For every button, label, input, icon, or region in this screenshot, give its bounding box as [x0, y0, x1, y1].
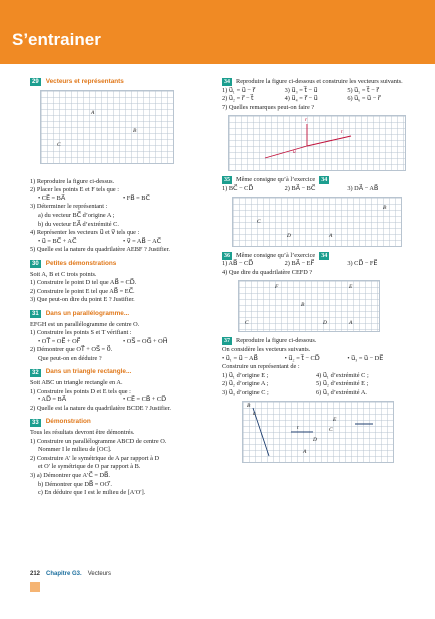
exercise-ref: 34: [321, 177, 328, 184]
point-label: F: [275, 284, 279, 291]
exercise-ref: 34: [321, 252, 328, 259]
exercise-intro: Reproduire la figure ci-dessous et construire les vecteurs suivants.: [236, 78, 403, 85]
exercise-title: Vecteurs et représentants: [45, 78, 124, 85]
exercise-number: 31: [32, 311, 39, 318]
item: Tous les résultats devront être démontrés.: [30, 429, 135, 437]
item: 2) u⃗₂ = r⃗ − t⃗: [222, 95, 254, 103]
chapter-label: Chapitre G3.: [46, 571, 82, 577]
exercise-title: Petites démonstrations: [45, 259, 117, 267]
vector-label: r⃗: [305, 117, 312, 124]
figure-37-vectors: [243, 402, 393, 462]
item: 1) u⃗₁ = u⃗ − r⃗: [222, 86, 255, 94]
exercise-number: 34: [224, 79, 230, 85]
item: 1) Construire le point D tel que AB⃗ = CD⃗.: [30, 279, 137, 287]
item: 1) Reproduire la figure ci-dessus.: [30, 177, 115, 185]
item: 3) Que peut-on dire du point E ? Justifier.: [30, 296, 135, 304]
item: 5) Quelle est la nature du quadrilatère AEBF ? Justifier.: [30, 246, 170, 254]
vector-u: [265, 146, 307, 158]
item: b) Démontrer que DB⃗ = OO′⃗.: [38, 480, 113, 488]
item: 2) Construire A′ le symétrique de A par rapport à D: [30, 454, 160, 462]
exercise-37-vectors: [222, 355, 410, 364]
point-label: D: [287, 232, 291, 239]
figure-34-grid: [228, 115, 406, 171]
exercise-37: [222, 337, 410, 346]
item: 1) BC⃗ − CD⃗: [222, 184, 254, 192]
figure-37-grid: [242, 401, 394, 463]
item: et O′ le symétrique de O par rapport à B.: [38, 463, 141, 471]
point-label: A: [91, 109, 95, 116]
footer-decoration: [30, 582, 40, 592]
exercise-title: Dans un parallélogramme...: [45, 309, 130, 317]
exercise-30-heading: [30, 260, 208, 269]
exercise-number: 29: [32, 79, 39, 86]
item: 1) Construire les points S et T vérifiant :: [30, 329, 132, 337]
item: 3) DA⃗ − AB⃗: [347, 184, 379, 192]
item: Nommer I le milieu de [OC].: [38, 446, 112, 454]
item: 6) u⃗₆ = u⃗ − r⃗: [347, 95, 381, 103]
exercise-number: 37: [224, 338, 230, 345]
point-label: E: [349, 284, 353, 291]
item: 3) u⃗₃ = t⃗ − u⃗: [284, 86, 318, 94]
point-label: A: [349, 320, 353, 327]
item: • OT⃗ = OE⃗ + OF⃗: [38, 337, 81, 345]
left-column: [30, 78, 208, 498]
exercise-number: 35: [224, 177, 230, 184]
chapter-topic: Vecteurs: [87, 571, 112, 577]
point-label: A: [303, 448, 307, 455]
exercise-31-heading: [30, 310, 208, 319]
item: • CE⃗ = BA⃗: [38, 194, 66, 202]
page-footer: [30, 571, 111, 577]
exercise-37-items: [222, 372, 410, 398]
item: 3) a) Démontrer que A′C⃗ = DB⃗.: [30, 472, 110, 479]
exercise-title: Dans un triangle rectangle...: [45, 368, 132, 376]
item: 5) u⃗₂ d’extrémité E ;: [316, 380, 369, 388]
point-label: B: [133, 127, 137, 134]
exercise-29-heading: [30, 78, 208, 87]
item: 2) BA⃗ − EF⃗: [284, 260, 315, 268]
item: Construire un représentant de :: [222, 363, 300, 371]
exercise-title: Démonstration: [45, 418, 91, 426]
item: 2) Démontrer que OT⃗ + OS⃗ = 0⃗.: [30, 346, 113, 354]
figure-29-grid: [40, 90, 174, 164]
point-label: B: [383, 204, 387, 211]
item: • CE⃗ = CB⃗ + CD⃗: [123, 396, 166, 404]
item: 7) Quelles remarques peut-on faire ?: [222, 103, 315, 111]
item: 3) Déterminer le représentant :: [30, 203, 108, 211]
item: • u⃗₂ = t⃗ − CD⃗: [284, 354, 320, 362]
item: 1) AB⃗ − CD⃗: [222, 260, 254, 268]
item: 1) u⃗₁ d’origine E ;: [222, 371, 269, 379]
exercise-36: [222, 252, 410, 261]
item: 1) Construire les points D et E tels que :: [30, 387, 131, 395]
figure-34-vectors: [229, 116, 405, 170]
page-header: [0, 0, 435, 64]
exercise-intro: Même consigne qu’à l’exercice: [236, 251, 316, 259]
item: 4) u⃗₄ = r⃗ − u⃗: [284, 95, 318, 103]
item: • AD⃗ = BA⃗: [38, 396, 67, 404]
vector-t: [307, 136, 351, 146]
item: 6) u⃗₃ d’extrémité A.: [316, 388, 367, 396]
page-title: S’entrainer: [12, 30, 101, 49]
item: 3) u⃗₃ d’origine C ;: [222, 388, 269, 396]
item: b) du vecteur EA⃗ d’extrémité C.: [38, 220, 119, 228]
item: • FB⃗ = BC⃗: [123, 194, 150, 202]
exercise-35-items: [222, 185, 410, 194]
vector-label: t⃗: [297, 424, 303, 431]
item: Que peut-on en déduire ?: [38, 354, 102, 362]
exercise-35: [222, 176, 410, 185]
page-number: 212: [30, 571, 41, 577]
item: 3) CD⃗ − FE⃗: [347, 260, 378, 268]
item: 2) u⃗₂ d’origine A ;: [222, 380, 269, 388]
item: 4) u⃗₁ d’extrémité C ;: [316, 371, 369, 379]
exercise-33-heading: [30, 418, 208, 427]
point-label: C: [245, 320, 249, 327]
item: 2) Placer les points E et F tels que :: [30, 186, 120, 194]
exercise-intro: Reproduire la figure ci-dessous.: [236, 337, 317, 345]
exercise-number: 36: [224, 252, 230, 259]
item: EFGH est un parallélogramme de centre O.: [30, 320, 140, 328]
point-label: B: [247, 402, 251, 409]
point-label: C: [329, 426, 333, 433]
exercise-34: [222, 78, 410, 87]
exercise-number: 30: [32, 261, 39, 268]
item: • v⃗ = AB⃗ − AC⃗: [123, 237, 162, 245]
item: 2) BA⃗ − BC⃗: [284, 184, 316, 192]
item: • u⃗₃ = u⃗ − DE⃗: [347, 354, 384, 362]
exercise-intro: Même consigne qu’à l’exercice: [236, 176, 316, 184]
point-label: D: [323, 320, 327, 327]
exercise-number: 33: [32, 419, 39, 426]
exercise-32-heading: [30, 368, 208, 377]
item: 2) Quelle est la nature du quadrilatère BCDE ? Justifier.: [30, 404, 171, 412]
point-label: C: [257, 218, 261, 225]
vector-label: t⃗: [341, 129, 347, 136]
item: 1) Construire un parallélogramme ABCD de centre O.: [30, 437, 167, 445]
item: Soit ABC un triangle rectangle en A.: [30, 379, 123, 387]
exercise-number: 32: [32, 369, 39, 376]
item: 5) u⃗₅ = t⃗ − r⃗: [347, 86, 379, 94]
point-label: E: [333, 416, 337, 423]
item: Soit A, B et C trois points.: [30, 270, 97, 278]
point-label: A: [329, 232, 333, 239]
point-label: D: [313, 436, 317, 443]
vector-label: u⃗: [293, 149, 301, 156]
item: 4) Que dire du quadrilatère CEFD ?: [222, 268, 313, 276]
item: • OS⃗ = OG⃗ + OH⃗: [123, 337, 168, 345]
figure-36-grid: [238, 280, 380, 332]
exercise-29-items: [30, 178, 208, 255]
item: 2) Construire le point E tel que AB⃗ = EC⃗.: [30, 287, 135, 295]
item: a) du vecteur BC⃗ d’origine A ;: [38, 211, 115, 219]
item: On considère les vecteurs suivants.: [222, 345, 311, 353]
vector-label: u⃗: [253, 410, 261, 417]
figure-35-grid: [232, 197, 402, 247]
exercise-36-items: [222, 260, 410, 269]
right-column: [222, 78, 410, 466]
item: • u⃗₁ = u⃗ − AB⃗: [222, 354, 258, 362]
item: • u⃗ = BC⃗ + AC⃗: [38, 237, 77, 245]
item: 4) Représenter les vecteurs u⃗ et v⃗ tels que :: [30, 229, 140, 237]
point-label: B: [301, 302, 305, 309]
exercise-34-items: [222, 87, 410, 104]
point-label: C: [57, 141, 61, 148]
item: c) En déduire que I est le milieu de [A′O′].: [38, 489, 146, 497]
